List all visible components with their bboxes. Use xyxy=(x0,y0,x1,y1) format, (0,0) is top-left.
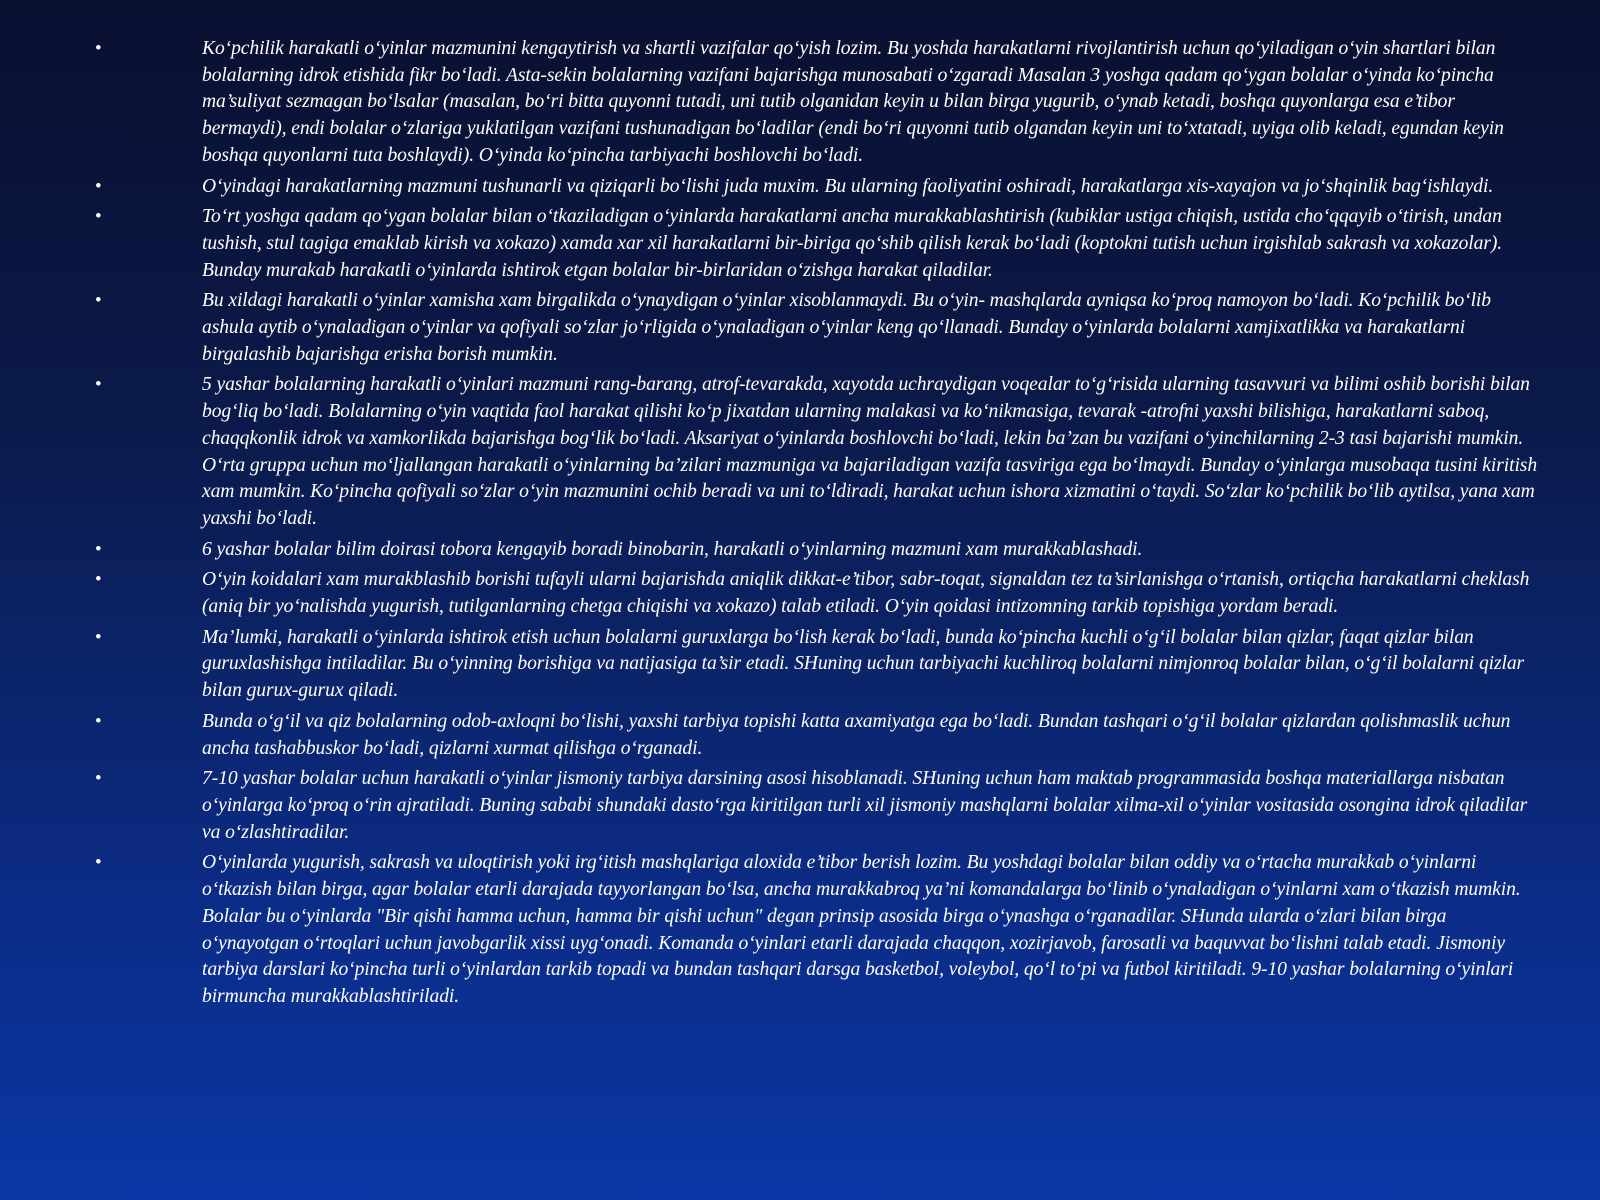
paragraph-text: Bunda o‘g‘il va qiz bolalarning odob-axloqni bo‘lishi, yaxshi tarbiya topishi katta axamiyatga ega bo‘ladi. Bundan tashqari o‘g‘il bolalar qizlardan qolishmaslik uchun ancha tashabbuskor bo‘ladi, qizlarni xurmat qilishga o‘rganadi. xyxy=(202,710,1511,759)
list-item xyxy=(0,36,1600,170)
bullet-list xyxy=(0,36,1600,1015)
paragraph-text: Ko‘pchilik harakatli o‘yinlar mazmunini kengaytirish va shartli vazifalar qo‘yish lozim. Bu yoshda harakatlarni rivojlantirish uchun qo‘yiladigan o‘yin shartlari bilan bolalarning idrok etishida fikr bo‘ladi. Asta-sekin bolalarning vazifani bajarishga munosabati o‘zgaradi Masalan 3 yoshga qadam qo‘ygan bolalar o‘yinda ko‘pincha ma’suliyat sezmagan bo‘lsalar (masalan, bo‘ri bitta quyonni tutadi, uni tutib olganidan keyin u bilan birga yugurib, o‘ynab ketadi, boshqa quyonlarga esa e’tibor bermaydi), endi bolalar o‘zlariga yuklatilgan vazifani tushunadigan bo‘ladilar (endi bo‘ri quyonni tutib olgandan keyin uni to‘xtatadi, uyiga olib keladi, egundan keyin boshqa quyonlarni tuta boshlaydi). O‘yinda ko‘pincha tarbiyachi boshlovchi bo‘ladi. xyxy=(202,38,1504,166)
paragraph-text: Bu xildagi harakatli o‘yinlar xamisha xam birgalikda o‘ynaydigan o‘yinlar xisoblanmaydi. Bu o‘yin- mashqlarda ayniqsa ko‘proq namoyon bo‘ladi. Ko‘pchilik bo‘lib ashula aytib o‘ynaladigan o‘yinlar va qofiyali so‘zlar jo‘rligida o‘ynaladigan o‘yinlar keng qo‘llanadi. Bunday o‘yinlarda bolalarni xamjixatlikka va harakatlarni birgalashib bajarishga erisha borish mumkin. xyxy=(202,290,1491,365)
list-item xyxy=(0,204,1600,284)
paragraph-text: 7-10 yashar bolalar uchun harakatli o‘yinlar jismoniy tarbiya darsining asosi hisoblanadi. SHuning uchun ham maktab programmasida boshqa materiallarga nisbatan o‘yinlarga ko‘proq o‘rin ajratiladi. Buning sababi shundaki dasto‘rga kiritilgan turli xil jismoniy mashqlarni bolalar xilma-xil o‘yinlar vositasida osongina idrok qiladilar va o‘zlashtiradilar. xyxy=(202,768,1528,843)
bullet-icon: • xyxy=(95,768,102,790)
list-item xyxy=(0,766,1600,846)
list-item xyxy=(0,288,1600,368)
bullet-icon: • xyxy=(95,852,102,874)
paragraph-text: O‘yin koidalari xam murakblashib borishi tufayli ularni bajarishda aniqlik dikkat-e’tibor, sabr-toqat, signaldan tez ta’sirlanishga o‘rtanish, ortiqcha harakatlarni cheklash (aniq bir yo‘nalishda yugurish, tutilganlarning chetga chiqishi va xokazo) talab etiladi. O‘yin qoidasi intizomning tarkib topishiga yordam beradi. xyxy=(202,569,1530,618)
bullet-icon: • xyxy=(95,569,102,591)
bullet-icon: • xyxy=(95,538,102,560)
list-item xyxy=(0,625,1600,705)
bullet-icon: • xyxy=(95,374,102,396)
bullet-icon: • xyxy=(95,206,102,228)
bullet-icon: • xyxy=(95,38,102,59)
list-item xyxy=(0,372,1600,532)
list-item xyxy=(0,709,1600,762)
paragraph-text: O‘yinlarda yugurish, sakrash va uloqtirish yoki irg‘itish mashqlariga aloxida e’tibor berish lozim. Bu yoshdagi bolalar bilan oddiy va o‘rtacha murakkab o‘yinlarni o‘tkazish bilan birga, agar bolalar etarli darajada tayyorlangan bo‘lsa, ancha murakkabroq ya’ni komandalarga bo‘linib o‘ynaladigan o‘yinlarni xam o‘tkazish mumkin. Bolalar bu o‘yinlarda "Bir qishi hamma uchun, hamma bir qishi uchun" degan prinsip asosida birga o‘ynashga o‘rganadilar. SHunda ularda o‘zlari bilan birga o‘ynayotgan o‘rtoqlari uchun javobgarlik xissi uyg‘onadi. Komanda o‘yinlari etarli darajada chaqqon, xozirjavob, farosatli va baquvvat bo‘lishni talab etadi. Jismoniy tarbiya darslari ko‘pincha turli o‘yinlardan tarkib topadi va bundan tashqari darsga basketbol, voleybol, qo‘l to‘pi va futbol kiritiladi. 9-10 yashar bolalarning o‘yinlari birmuncha murakkablashtiriladi. xyxy=(202,852,1521,1007)
bullet-icon: • xyxy=(95,710,102,732)
paragraph-text: 6 yashar bolalar bilim doirasi tobora kengayib boradi binobarin, harakatli o‘yinlarning mazmuni xam murakkablashadi. xyxy=(202,538,1143,560)
paragraph-text: O‘yindagi harakatlarning mazmuni tushunarli va qiziqarli bo‘lishi juda muxim. Bu ularning faoliyatini oshiradi, harakatlarga xis-xayajon va jo‘shqinlik bag‘ishlaydi. xyxy=(202,175,1494,197)
list-item xyxy=(0,567,1600,620)
paragraph-text: To‘rt yoshga qadam qo‘ygan bolalar bilan o‘tkaziladigan o‘yinlarda harakatlarni ancha murakkablashtirish (kubiklar ustiga chiqish, ustida cho‘qqayib o‘tirish, undan tushish, stul tagiga emaklab kirish va xokazo) xamda xar xil harakatlarni bir-biriga qo‘shib qilish kerak bo‘ladi (koptokni tutish uchun irgishlab sakrash va xokazolar). Bunday murakab harakatli o‘yinlarda ishtirok etgan bolalar bir-birlaridan o‘zishga harakat qiladilar. xyxy=(202,206,1503,281)
bullet-icon: • xyxy=(95,175,102,197)
paragraph-text: 5 yashar bolalarning harakatli o‘yinlari mazmuni rang-barang, atrof-tevarakda, xayotda uchraydigan voqealar to‘g‘risida ularning tasavvuri va bilimi oshib borishi bilan bog‘liq bo‘ladi. Bolalarning o‘yin vaqtida faol harakat qilishi ko‘p jixatdan ularning malakasi va ko‘nikmasiga, tevarak -atrofni yaxshi bilishiga, harakatlarni saboq, chaqqkonlik idrok va xamkorlikda bajarishga bog‘lik bo‘ladi. Aksariyat o‘yinlarda boshlovchi bo‘ladi, lekin ba’zan bu vazifani o‘yinchilarning 2-3 tasi bajarishi mumkin. O‘rta gruppa uchun mo‘ljallangan harakatli o‘yinlarning ba’zilari mazmuniga va bajariladigan vazifa tasviriga ega bo‘lmaydi. Bunday o‘yinlarga musobaqa tusini kiritish xam mumkin. Ko‘pincha qofiyali so‘zlar o‘yin mazmunini ochib beradi va uni to‘ldiradi, harakat uchun ishora xizmatini o‘taydi. So‘zlar ko‘pchilik bo‘lib aytilsa, yana xam yaxshi bo‘ladi. xyxy=(202,374,1538,529)
bullet-icon: • xyxy=(95,626,102,648)
bullet-icon: • xyxy=(95,290,102,312)
list-item xyxy=(0,174,1600,201)
list-item xyxy=(0,850,1600,1010)
paragraph-text: Ma’lumki, harakatli o‘yinlarda ishtirok etish uchun bolalarni guruxlarga bo‘lish kerak bo‘ladi, bunda ko‘pincha kuchli o‘g‘il bolalar bilan qizlar, faqat qizlar bilan guruxlashishga intiladilar. Bu o‘yinning borishiga va natijasiga ta’sir etadi. SHuning uchun tarbiyachi kuchliroq bolalarni nimjonroq bolalar bilan, o‘g‘il bolalarni qizlar bilan gurux-gurux qiladi. xyxy=(202,626,1525,702)
list-item xyxy=(0,537,1600,564)
